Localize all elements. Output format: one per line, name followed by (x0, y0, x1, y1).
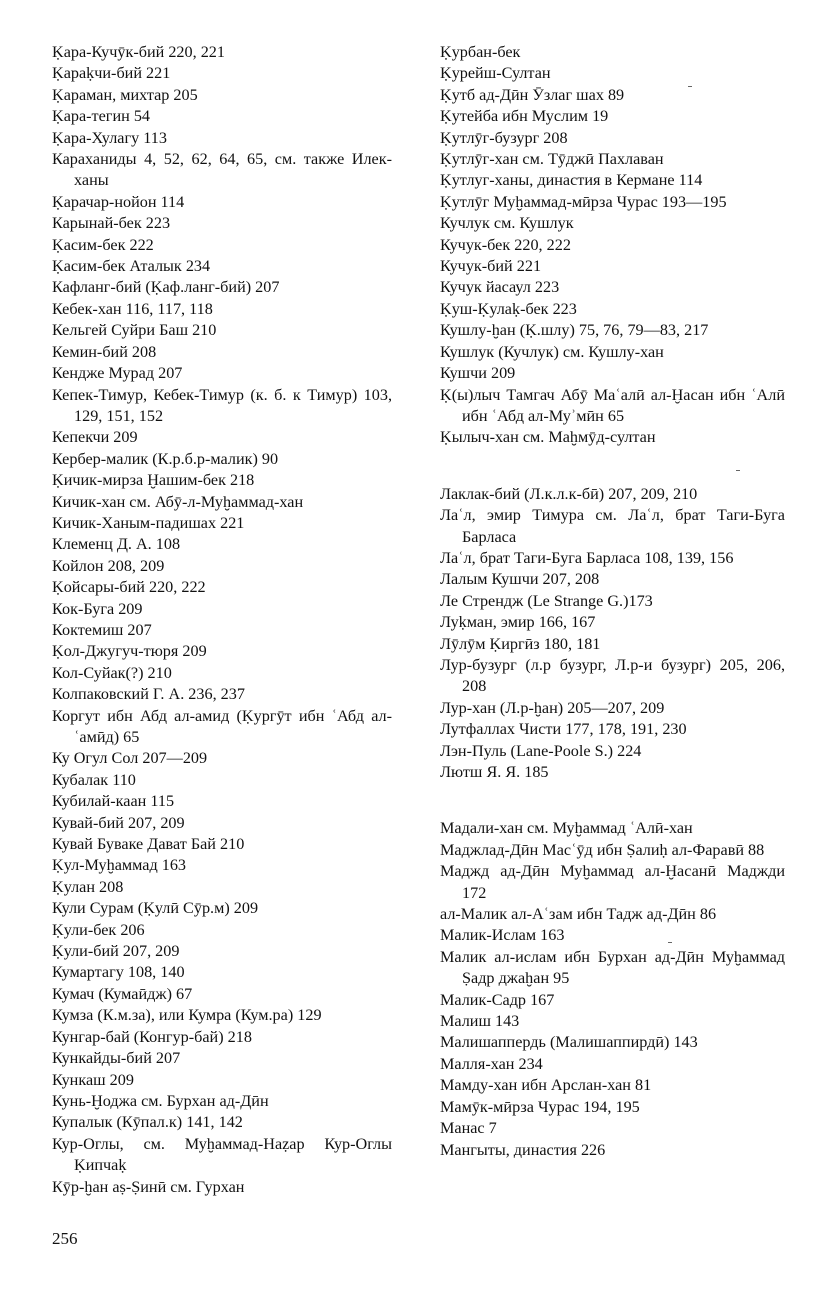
index-entry: Койлон 208, 209 (52, 556, 165, 575)
index-entry: Малик-Ислам 163 (440, 926, 565, 945)
index-entry: Лаʿл, эмир Тимура см. Лаʿл, брат Таги-Буга Барласа (440, 506, 785, 546)
index-entry: Ḳ(ы)лыч Тамгач Абӯ Маʿалӣ ал-Ḫасан ибн ʿАлӣ ибн ʿАбд ал-Муʾмӣн 65 (440, 385, 785, 425)
index-entry: Караханиды 4, 52, 62, 64, 65, см. также Илек-ханы (52, 150, 392, 190)
index-entry: Ḳол-Джугуч-тюря 209 (52, 642, 207, 661)
index-entry: Мангыты, династия 226 (440, 1140, 606, 1159)
index-entry: Ḳутейба ибн Муслим 19 (440, 107, 609, 126)
index-entry: Кушчи 209 (440, 364, 516, 383)
index-entry: Кичик-хан см. Абӯ-л-Муḫаммад-хан (52, 492, 304, 511)
index-entry: Кӯр-ḫан аṣ-Ṣинӣ см. Гурхан (52, 1177, 245, 1196)
index-entry: Ḳурейш-Султан (440, 64, 551, 83)
index-entry: Коргут ибн Абд ал-амид (Ḳургӯт ибн ʿАбд ал-ʿамӣд) 65 (52, 706, 392, 746)
index-entry: Кучук-бий 221 (440, 257, 542, 276)
index-entry: Малля-хан 234 (440, 1054, 543, 1073)
index-entry: Кушлук (Кучлук) см. Кушлу-хан (440, 342, 664, 361)
index-entry: Кумза (К.м.за), или Кумра (Кум.ра) 129 (52, 1006, 322, 1025)
index-entry: Лутфаллах Чисти 177, 178, 191, 230 (440, 720, 687, 739)
index-entry: Кумартагу 108, 140 (52, 963, 185, 982)
index-entry: Ḳара-Хулагу 113 (52, 128, 167, 147)
index-entry: Кучук йасаул 223 (440, 278, 560, 297)
index-entry: Ḳара-Кучӯк-бий 220, 221 (52, 43, 225, 61)
index-entry: Ḳуш-Ḳулаḳ-бек 223 (440, 299, 577, 318)
index-entry: Малик ал-ислам ибн Бурхан ад-Дӣн Муḫаммад Ṣадр джаḫан 95 (440, 947, 785, 988)
index-entry: Ле Стрендж (Le Strange G.)173 (440, 591, 653, 610)
index-entry: Лур-хан (Л.р-ḫан) 205—207, 209 (440, 698, 665, 717)
index-entry: Кункайды-бий 207 (52, 1049, 181, 1068)
index-entry: Колпаковский Г. А. 236, 237 (52, 685, 245, 704)
index-entry: Карынай-бек 223 (52, 214, 171, 233)
index-entry: Кучлук см. Кушлук (440, 214, 574, 233)
index-entry: Кол-Суйак(?) 210 (52, 663, 172, 682)
index-entry: Кепек-Тимур, Кебек-Тимур (к. б. к Тимур) 103, 129, 151, 152 (52, 385, 392, 425)
index-entry: Маджд ад-Дӣн Муḫаммад ал-Ḫасанӣ Маджди 172 (440, 862, 785, 902)
index-entry: Коктемиш 207 (52, 620, 152, 639)
index-entry: Ку Огул Сол 207—209 (52, 749, 208, 768)
index-entry: Лур-бузург (л.р бузург, Л.р-и бузург) 205, 206, 208 (440, 655, 785, 696)
index-entry: Кендже Мурад 207 (52, 364, 183, 383)
index-entry: Ḳутб ад-Дӣн Ӯзлаг шах 89 (440, 85, 625, 104)
index-entry: Ḳасим-бек 222 (52, 235, 154, 254)
index-entry: Лӯлӯм Ḳиргӣз 180, 181 (440, 634, 601, 653)
index-entry: Кучук-бек 220, 222 (440, 235, 571, 254)
index-entry: Мамду-хан ибн Арслан-хан 81 (440, 1076, 652, 1095)
index-entry: Манас 7 (440, 1119, 497, 1138)
index-entry: Ḳутлуг-ханы, династия в Кермане 114 (440, 171, 703, 190)
index-entry: Мамӯк-мӣрза Чурас 194, 195 (440, 1097, 640, 1116)
index-entry: Лаʿл, брат Таги-Буга Барласа 108, 139, 156 (440, 548, 734, 567)
index-entry: Кафланг-бий (Ḳаф.ланг-бий) 207 (52, 278, 280, 297)
index-entry: Кубилай-каан 115 (52, 792, 175, 811)
print-mark (736, 470, 740, 471)
index-entry: Ḳойсары-бий 220, 222 (52, 578, 206, 597)
index-entry: Ḳарачар-нойон 114 (52, 192, 185, 211)
index-entry: Ḳараḳчи-бий 221 (52, 64, 171, 83)
index-entry: Ḳули-бек 206 (52, 920, 145, 939)
index-entry: Ḳул-Муḫаммад 163 (52, 856, 187, 875)
index-entry: Клеменц Д. А. 108 (52, 535, 181, 554)
index-entry: Ḳули-бий 207, 209 (52, 942, 180, 961)
index-entry: Кункаш 209 (52, 1070, 134, 1089)
index-entry: Ḳутлӯг-хан см. Тӯджӣ Пахлаван (440, 150, 664, 169)
index-list-left (52, 42, 392, 1198)
index-entry: Ḳурбан-бек (440, 43, 521, 61)
index-entry: Кепекчи 209 (52, 428, 138, 447)
index-entry: Луḳман, эмир 166, 167 (440, 613, 596, 632)
index-entry: Кербер-малик (К.р.б.р-малик) 90 (52, 449, 279, 468)
index-entry: Ḳичик-мирза Ḫашим-бек 218 (52, 471, 255, 490)
index-entry: Ḳара-тегин 54 (52, 107, 151, 126)
index-entry: Ḳутлӯг-бузург 208 (440, 128, 568, 147)
index-entry: Кувай-бий 207, 209 (52, 813, 185, 832)
index-entry: Ḳылыч-хан см. Маḫмӯд-султан (440, 428, 656, 447)
index-list-right (440, 42, 785, 1161)
index-entry: Кумач (Кумаӣдж) 67 (52, 984, 193, 1003)
index-entry: Ḳутлӯг Муḫаммад-мӣрза Чурас 193—195 (440, 192, 727, 211)
index-entry: Малик-Садр 167 (440, 990, 555, 1009)
index-entry: Купалык (Кӯпал.к) 141, 142 (52, 1113, 243, 1132)
index-entry: Кельгей Суйри Баш 210 (52, 321, 217, 340)
print-mark (688, 86, 692, 87)
index-entry: Лаклак-бий (Л.к.л.к-бӣ) 207, 209, 210 (440, 484, 698, 503)
index-entry: Кебек-хан 116, 117, 118 (52, 299, 213, 318)
index-entry: Кули Сурам (Ḳулӣ Сӯр.м) 209 (52, 899, 259, 918)
left-column (52, 42, 392, 1198)
index-entry: Кушлу-ḫан (Ḳ.шлу) 75, 76, 79—83, 217 (440, 321, 709, 340)
page-number: 256 (52, 1229, 78, 1248)
index-entry: Лэн-Пуль (Lane-Poole S.) 224 (440, 741, 642, 760)
index-entry: Кубалак 110 (52, 770, 136, 789)
index-entry: Малишаппердь (Малишаппирдӣ) 143 (440, 1033, 698, 1052)
index-entry: Ḳараман, михтар 205 (52, 85, 198, 104)
right-column (440, 42, 785, 1161)
print-mark (668, 942, 672, 943)
index-entry: Лютш Я. Я. 185 (440, 763, 549, 781)
index-entry: Кичик-Ханым-падишах 221 (52, 513, 245, 532)
index-entry: Кемин-бий 208 (52, 342, 157, 361)
index-entry: Кунь-Ḫоджа см. Бурхан ад-Дӣн (52, 1091, 269, 1110)
index-entry: Ḳулан 208 (52, 877, 124, 896)
index-entry: Кунгар-бай (Конгур-бай) 218 (52, 1027, 252, 1046)
index-entry: Кур-Оглы, см. Муḫаммад-Наẓар Кур-Оглы Ḳипчаḳ (52, 1134, 392, 1175)
index-entry: Кок-Буга 209 (52, 599, 143, 618)
index-entry: Малиш 143 (440, 1012, 520, 1031)
index-entry: Маджлад-Дӣн Масʿӯд ибн Ṣалиḥ ал-Фаравӣ 88 (440, 840, 765, 859)
index-entry: Ḳасим-бек Аталык 234 (52, 257, 211, 276)
index-entry: ал-Малик ал-Аʿзам ибн Тадж ад-Дӣн 86 (440, 905, 717, 924)
index-entry: Мадали-хан см. Муḫаммад ʿАлӣ-хан (440, 819, 693, 838)
index-entry: Кувай Буваке Дават Бай 210 (52, 835, 245, 854)
index-entry: Лалым Кушчи 207, 208 (440, 570, 600, 589)
